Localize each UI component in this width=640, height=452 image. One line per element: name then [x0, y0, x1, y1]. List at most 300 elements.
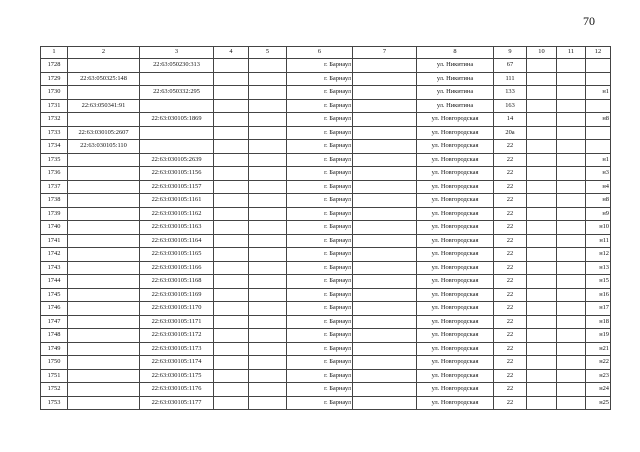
cell-col-5 [249, 248, 287, 262]
cell-street: ул. Новгородская [417, 153, 494, 167]
cell-col-5 [249, 261, 287, 275]
cell-street: ул. Новгородская [417, 126, 494, 140]
cell-house-number: 22 [494, 140, 527, 154]
cell-house-number: 22 [494, 383, 527, 397]
table-row [41, 315, 611, 329]
cell-row-number: 1744 [41, 275, 68, 289]
column-header: 5 [249, 47, 287, 59]
cell-room-number [586, 140, 611, 154]
cell-house-number: 22 [494, 369, 527, 383]
cell-col-10 [527, 315, 557, 329]
cell-col-10 [527, 369, 557, 383]
cell-city: г. Барнаул [287, 153, 353, 167]
cell-col-4 [214, 221, 249, 235]
cell-street: ул. Новгородская [417, 234, 494, 248]
cell-city: г. Барнаул [287, 288, 353, 302]
cell-col-11 [557, 383, 586, 397]
cell-city: г. Барнаул [287, 86, 353, 100]
column-header: 4 [214, 47, 249, 59]
cell-room-number [586, 126, 611, 140]
cell-col-10 [527, 207, 557, 221]
cell-col-11 [557, 369, 586, 383]
cell-col-11 [557, 315, 586, 329]
cell-row-number: 1751 [41, 369, 68, 383]
cell-city: г. Барнаул [287, 167, 353, 181]
cell-col-11 [557, 221, 586, 235]
cell-street: ул. Новгородская [417, 140, 494, 154]
cell-city: г. Барнаул [287, 315, 353, 329]
cell-room-number: н13 [586, 261, 611, 275]
cell-cadastral-number-a: 22:63:030105:2607 [68, 126, 140, 140]
cell-room-number: н8 [586, 113, 611, 127]
cell-cadastral-number-b: 22:63:030105:1176 [140, 383, 214, 397]
cell-street: ул. Новгородская [417, 329, 494, 343]
cell-room-number: н22 [586, 356, 611, 370]
column-header: 8 [417, 47, 494, 59]
cell-house-number: 133 [494, 86, 527, 100]
cell-col-11 [557, 396, 586, 410]
cell-row-number: 1753 [41, 396, 68, 410]
cell-col-7 [353, 302, 417, 316]
cell-city: г. Барнаул [287, 234, 353, 248]
cell-col-5 [249, 275, 287, 289]
cell-col-11 [557, 126, 586, 140]
page-number: 70 [583, 14, 595, 28]
cell-street: ул. Новгородская [417, 194, 494, 208]
cell-col-10 [527, 113, 557, 127]
cell-col-7 [353, 194, 417, 208]
cell-col-4 [214, 153, 249, 167]
cell-house-number: 22 [494, 167, 527, 181]
cell-col-10 [527, 221, 557, 235]
column-header: 11 [557, 47, 586, 59]
cell-cadastral-number-b: 22:63:030105:1162 [140, 207, 214, 221]
cell-col-4 [214, 194, 249, 208]
cell-house-number: 22 [494, 207, 527, 221]
cell-cadastral-number-b: 22:63:030105:1156 [140, 167, 214, 181]
cell-col-5 [249, 180, 287, 194]
cell-col-10 [527, 356, 557, 370]
cell-col-7 [353, 315, 417, 329]
cell-col-7 [353, 207, 417, 221]
cell-city: г. Барнаул [287, 140, 353, 154]
cell-col-7 [353, 72, 417, 86]
table-row [41, 180, 611, 194]
cell-col-7 [353, 59, 417, 73]
cell-row-number: 1741 [41, 234, 68, 248]
cell-city: г. Барнаул [287, 329, 353, 343]
cell-room-number: н4 [586, 180, 611, 194]
cell-row-number: 1729 [41, 72, 68, 86]
cell-col-5 [249, 86, 287, 100]
cell-col-5 [249, 221, 287, 235]
table-row [41, 99, 611, 113]
cell-row-number: 1733 [41, 126, 68, 140]
cell-col-7 [353, 234, 417, 248]
table-row [41, 59, 611, 73]
cell-street: ул. Новгородская [417, 167, 494, 181]
cell-col-5 [249, 369, 287, 383]
cell-col-11 [557, 329, 586, 343]
cell-col-4 [214, 396, 249, 410]
cell-col-4 [214, 383, 249, 397]
cell-row-number: 1739 [41, 207, 68, 221]
cell-room-number: н1 [586, 86, 611, 100]
cell-house-number: 22 [494, 288, 527, 302]
cell-col-7 [353, 167, 417, 181]
cell-row-number: 1746 [41, 302, 68, 316]
cell-cadastral-number-a [68, 86, 140, 100]
cell-col-7 [353, 113, 417, 127]
cell-cadastral-number-b: 22:63:030105:1869 [140, 113, 214, 127]
table-row [41, 234, 611, 248]
cell-house-number: 111 [494, 72, 527, 86]
cell-street: ул. Никитина [417, 72, 494, 86]
table-header-row [41, 47, 611, 59]
cell-col-4 [214, 167, 249, 181]
cell-cadastral-number-a [68, 288, 140, 302]
cell-cadastral-number-b [140, 140, 214, 154]
cell-col-7 [353, 383, 417, 397]
cell-cadastral-number-b: 22:63:030105:2639 [140, 153, 214, 167]
cell-col-5 [249, 288, 287, 302]
cell-col-5 [249, 59, 287, 73]
cell-col-10 [527, 126, 557, 140]
cell-col-7 [353, 288, 417, 302]
cell-cadastral-number-b: 22:63:030105:1174 [140, 356, 214, 370]
cell-cadastral-number-a [68, 194, 140, 208]
table-row [41, 167, 611, 181]
cell-col-10 [527, 86, 557, 100]
cell-room-number: н10 [586, 221, 611, 235]
cell-street: ул. Новгородская [417, 261, 494, 275]
cell-house-number: 22 [494, 275, 527, 289]
cell-cadastral-number-b: 22:63:030105:1164 [140, 234, 214, 248]
cell-cadastral-number-a [68, 261, 140, 275]
cell-row-number: 1748 [41, 329, 68, 343]
cell-house-number: 22 [494, 221, 527, 235]
cell-city: г. Барнаул [287, 113, 353, 127]
cell-street: ул. Новгородская [417, 342, 494, 356]
cell-col-7 [353, 369, 417, 383]
table-row [41, 356, 611, 370]
column-header: 1 [41, 47, 68, 59]
cell-col-5 [249, 342, 287, 356]
table-body [41, 47, 611, 410]
cell-room-number [586, 59, 611, 73]
table-row [41, 153, 611, 167]
cell-house-number: 22 [494, 261, 527, 275]
cell-street: ул. Новгородская [417, 248, 494, 262]
cell-cadastral-number-a [68, 302, 140, 316]
cell-house-number: 22 [494, 342, 527, 356]
cell-col-4 [214, 275, 249, 289]
cell-col-11 [557, 302, 586, 316]
cell-col-5 [249, 315, 287, 329]
cell-cadastral-number-a [68, 275, 140, 289]
cell-house-number: 22 [494, 329, 527, 343]
cell-cadastral-number-b: 22:63:030105:1171 [140, 315, 214, 329]
cell-col-11 [557, 99, 586, 113]
cell-row-number: 1730 [41, 86, 68, 100]
cell-col-5 [249, 99, 287, 113]
cell-col-4 [214, 369, 249, 383]
cell-cadastral-number-a [68, 342, 140, 356]
cell-col-7 [353, 261, 417, 275]
cell-cadastral-number-b: 22:63:030105:1161 [140, 194, 214, 208]
cell-col-10 [527, 99, 557, 113]
cell-city: г. Барнаул [287, 369, 353, 383]
cell-col-10 [527, 288, 557, 302]
cell-room-number: н21 [586, 342, 611, 356]
cell-street: ул. Новгородская [417, 288, 494, 302]
table-row [41, 207, 611, 221]
cell-house-number: 67 [494, 59, 527, 73]
cell-col-11 [557, 207, 586, 221]
cell-street: ул. Новгородская [417, 221, 494, 235]
cell-col-10 [527, 248, 557, 262]
table-row [41, 140, 611, 154]
cell-col-11 [557, 194, 586, 208]
cell-cadastral-number-a [68, 153, 140, 167]
registry-table [40, 46, 611, 410]
cell-col-10 [527, 302, 557, 316]
cell-cadastral-number-a [68, 396, 140, 410]
cell-col-11 [557, 261, 586, 275]
cell-col-10 [527, 329, 557, 343]
cell-col-11 [557, 72, 586, 86]
cell-col-5 [249, 396, 287, 410]
cell-street: ул. Новгородская [417, 315, 494, 329]
table-row [41, 261, 611, 275]
cell-room-number: н17 [586, 302, 611, 316]
cell-col-10 [527, 72, 557, 86]
cell-cadastral-number-b: 22:63:030105:1163 [140, 221, 214, 235]
cell-col-4 [214, 113, 249, 127]
cell-cadastral-number-b: 22:63:030105:1165 [140, 248, 214, 262]
cell-street: ул. Новгородская [417, 180, 494, 194]
cell-col-4 [214, 261, 249, 275]
cell-city: г. Барнаул [287, 275, 353, 289]
cell-col-5 [249, 126, 287, 140]
cell-cadastral-number-a [68, 315, 140, 329]
cell-cadastral-number-b [140, 126, 214, 140]
cell-row-number: 1742 [41, 248, 68, 262]
cell-cadastral-number-a [68, 180, 140, 194]
cell-col-11 [557, 86, 586, 100]
cell-room-number [586, 72, 611, 86]
cell-cadastral-number-a [68, 59, 140, 73]
cell-house-number: 22 [494, 234, 527, 248]
cell-street: ул. Новгородская [417, 396, 494, 410]
cell-room-number: н8 [586, 194, 611, 208]
cell-col-7 [353, 153, 417, 167]
cell-cadastral-number-a [68, 329, 140, 343]
cell-col-7 [353, 275, 417, 289]
cell-room-number: н1 [586, 153, 611, 167]
column-header: 9 [494, 47, 527, 59]
cell-col-11 [557, 275, 586, 289]
cell-col-4 [214, 99, 249, 113]
cell-row-number: 1732 [41, 113, 68, 127]
cell-col-4 [214, 342, 249, 356]
cell-city: г. Барнаул [287, 356, 353, 370]
cell-cadastral-number-a: 22:63:050325:148 [68, 72, 140, 86]
table-row [41, 248, 611, 262]
cell-cadastral-number-b: 22:63:050230:313 [140, 59, 214, 73]
cell-col-10 [527, 180, 557, 194]
cell-cadastral-number-a [68, 167, 140, 181]
cell-row-number: 1728 [41, 59, 68, 73]
cell-col-7 [353, 140, 417, 154]
cell-city: г. Барнаул [287, 396, 353, 410]
cell-col-4 [214, 329, 249, 343]
cell-street: ул. Новгородская [417, 275, 494, 289]
cell-col-5 [249, 329, 287, 343]
cell-col-4 [214, 180, 249, 194]
cell-street: ул. Новгородская [417, 369, 494, 383]
column-header: 3 [140, 47, 214, 59]
cell-col-7 [353, 221, 417, 235]
cell-col-10 [527, 342, 557, 356]
cell-col-7 [353, 396, 417, 410]
cell-col-5 [249, 72, 287, 86]
column-header: 6 [287, 47, 353, 59]
table-row [41, 329, 611, 343]
cell-house-number: 22 [494, 153, 527, 167]
cell-col-7 [353, 126, 417, 140]
cell-row-number: 1750 [41, 356, 68, 370]
cell-city: г. Барнаул [287, 221, 353, 235]
cell-city: г. Барнаул [287, 126, 353, 140]
cell-street: ул. Новгородская [417, 207, 494, 221]
cell-house-number: 22 [494, 396, 527, 410]
cell-cadastral-number-b: 22:63:050332:295 [140, 86, 214, 100]
cell-city: г. Барнаул [287, 194, 353, 208]
cell-col-5 [249, 167, 287, 181]
cell-col-11 [557, 288, 586, 302]
cell-room-number: н18 [586, 315, 611, 329]
column-header: 7 [353, 47, 417, 59]
cell-house-number: 22 [494, 194, 527, 208]
cell-room-number: н11 [586, 234, 611, 248]
cell-col-7 [353, 86, 417, 100]
cell-col-4 [214, 315, 249, 329]
cell-col-10 [527, 140, 557, 154]
cell-col-10 [527, 59, 557, 73]
cell-col-4 [214, 126, 249, 140]
cell-col-4 [214, 234, 249, 248]
cell-col-7 [353, 180, 417, 194]
cell-col-5 [249, 302, 287, 316]
cell-col-4 [214, 86, 249, 100]
cell-cadastral-number-b: 22:63:030105:1173 [140, 342, 214, 356]
cell-col-5 [249, 113, 287, 127]
cell-col-5 [249, 356, 287, 370]
cell-cadastral-number-b: 22:63:030105:1157 [140, 180, 214, 194]
cell-col-5 [249, 234, 287, 248]
cell-cadastral-number-b: 22:63:030105:1175 [140, 369, 214, 383]
table-row [41, 369, 611, 383]
cell-house-number: 22 [494, 315, 527, 329]
table-row [41, 396, 611, 410]
cell-street: ул. Никитина [417, 59, 494, 73]
cell-cadastral-number-b: 22:63:030105:1170 [140, 302, 214, 316]
cell-room-number: н12 [586, 248, 611, 262]
cell-cadastral-number-a [68, 207, 140, 221]
table-row [41, 342, 611, 356]
cell-cadastral-number-a [68, 369, 140, 383]
cell-street: ул. Никитина [417, 99, 494, 113]
cell-row-number: 1736 [41, 167, 68, 181]
cell-col-5 [249, 153, 287, 167]
cell-street: ул. Новгородская [417, 383, 494, 397]
cell-house-number: 22 [494, 302, 527, 316]
cell-room-number: н3 [586, 167, 611, 181]
cell-row-number: 1747 [41, 315, 68, 329]
cell-city: г. Барнаул [287, 207, 353, 221]
cell-cadastral-number-a [68, 234, 140, 248]
cell-row-number: 1740 [41, 221, 68, 235]
cell-col-4 [214, 288, 249, 302]
cell-cadastral-number-b [140, 99, 214, 113]
cell-col-5 [249, 140, 287, 154]
cell-cadastral-number-a [68, 221, 140, 235]
cell-city: г. Барнаул [287, 261, 353, 275]
cell-room-number [586, 99, 611, 113]
table-row [41, 288, 611, 302]
cell-house-number: 20а [494, 126, 527, 140]
cell-city: г. Барнаул [287, 59, 353, 73]
cell-row-number: 1749 [41, 342, 68, 356]
table-row [41, 72, 611, 86]
cell-street: ул. Новгородская [417, 356, 494, 370]
cell-cadastral-number-a [68, 113, 140, 127]
cell-room-number: н25 [586, 396, 611, 410]
cell-row-number: 1738 [41, 194, 68, 208]
table-row [41, 221, 611, 235]
cell-cadastral-number-a [68, 383, 140, 397]
cell-street: ул. Никитина [417, 86, 494, 100]
cell-room-number: н23 [586, 369, 611, 383]
cell-col-4 [214, 248, 249, 262]
cell-row-number: 1737 [41, 180, 68, 194]
cell-col-10 [527, 194, 557, 208]
cell-cadastral-number-b: 22:63:030105:1166 [140, 261, 214, 275]
cell-col-5 [249, 194, 287, 208]
cell-city: г. Барнаул [287, 99, 353, 113]
cell-row-number: 1752 [41, 383, 68, 397]
table-row [41, 126, 611, 140]
cell-cadastral-number-b: 22:63:030105:1177 [140, 396, 214, 410]
cell-room-number: н16 [586, 288, 611, 302]
cell-house-number: 14 [494, 113, 527, 127]
cell-row-number: 1734 [41, 140, 68, 154]
cell-cadastral-number-a [68, 248, 140, 262]
cell-row-number: 1735 [41, 153, 68, 167]
cell-col-7 [353, 329, 417, 343]
cell-col-10 [527, 275, 557, 289]
table-row [41, 86, 611, 100]
cell-col-7 [353, 342, 417, 356]
cell-city: г. Барнаул [287, 72, 353, 86]
column-header: 10 [527, 47, 557, 59]
cell-street: ул. Новгородская [417, 302, 494, 316]
cell-col-4 [214, 140, 249, 154]
cell-room-number: н19 [586, 329, 611, 343]
cell-street: ул. Новгородская [417, 113, 494, 127]
cell-city: г. Барнаул [287, 342, 353, 356]
